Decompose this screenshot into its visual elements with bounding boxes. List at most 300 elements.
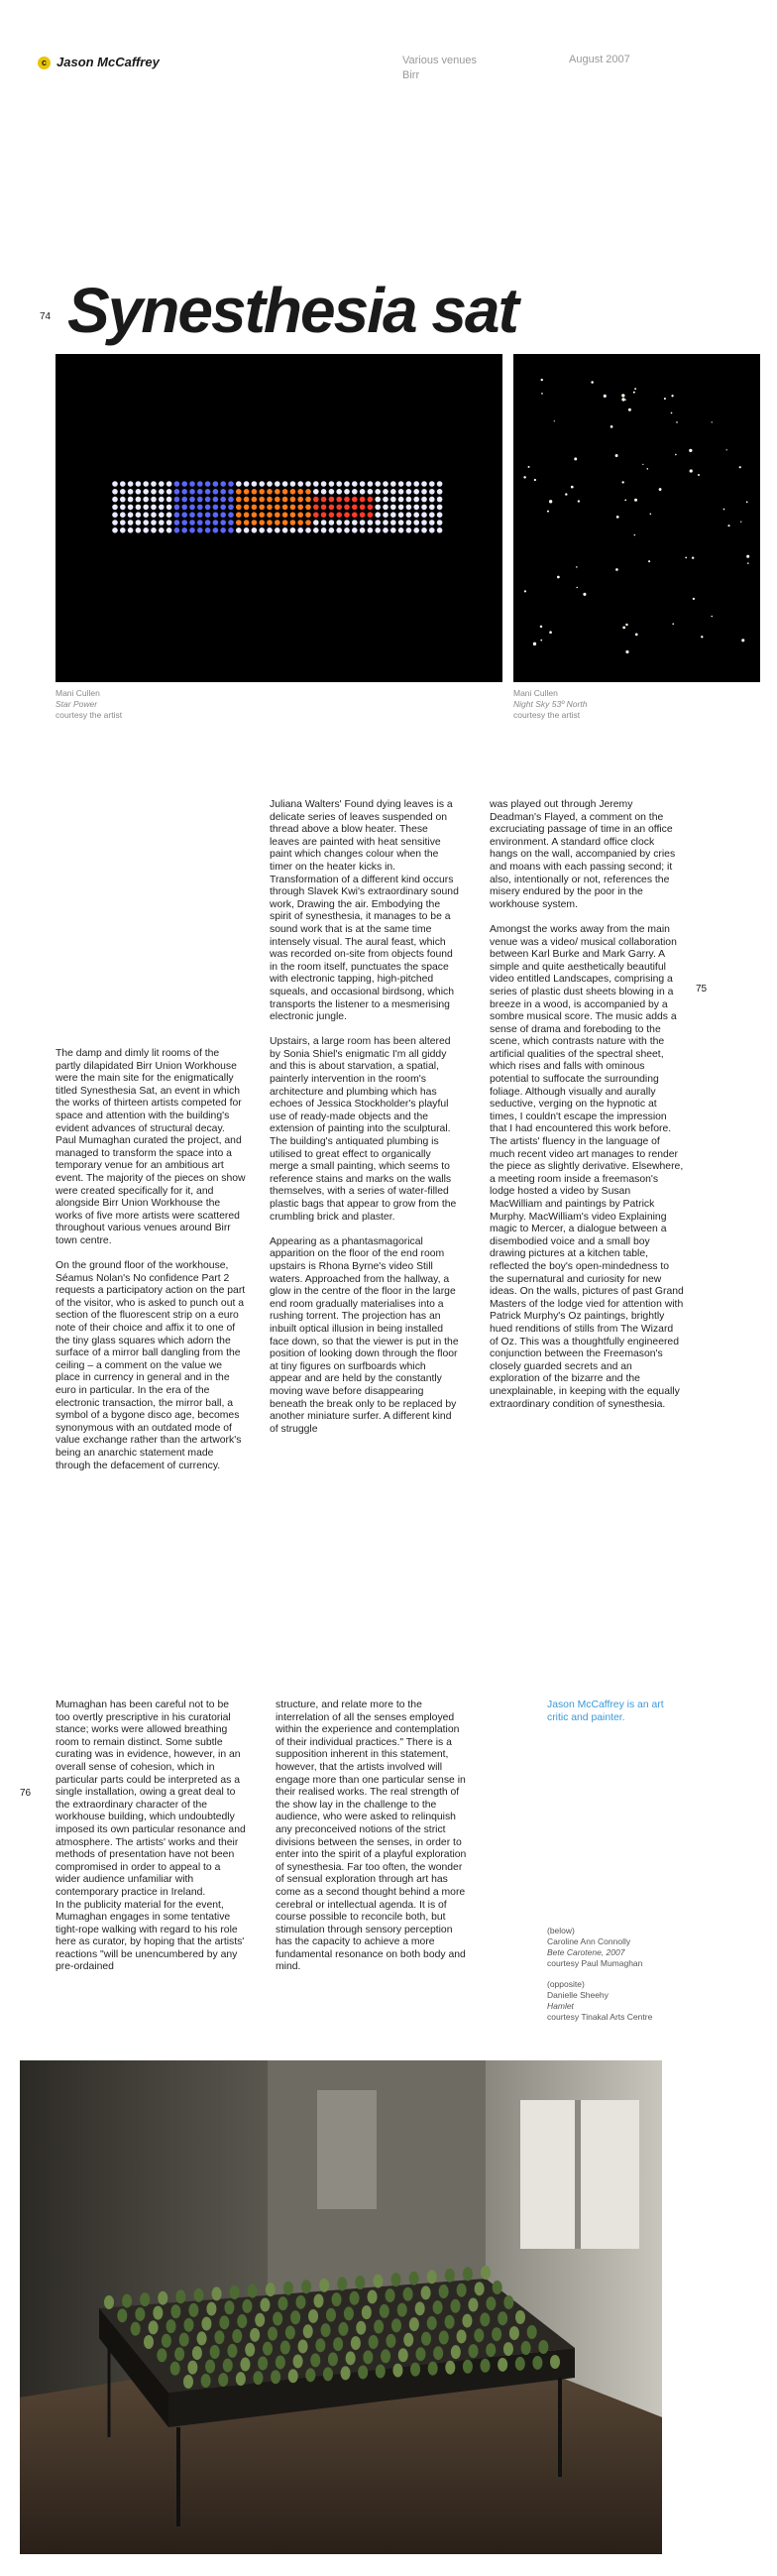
- led-dot: [143, 520, 149, 526]
- star-dot: [726, 449, 727, 450]
- led-dot: [406, 505, 412, 511]
- led-dot: [166, 497, 172, 503]
- led-dot: [275, 520, 280, 526]
- led-dot: [290, 527, 296, 533]
- led-dot: [151, 512, 157, 518]
- led-dot: [112, 481, 118, 487]
- led-dot: [390, 520, 396, 526]
- led-dot: [236, 481, 242, 487]
- caption-work: Bete Carotene, 2007: [547, 1947, 625, 1957]
- led-dot: [290, 512, 296, 518]
- carrot-plant: [351, 2336, 361, 2350]
- led-dot: [159, 481, 165, 487]
- carrot-plant: [223, 2359, 233, 2373]
- led-dot: [228, 527, 234, 533]
- star-dot: [554, 420, 555, 421]
- carrot-plant: [341, 2366, 351, 2380]
- led-dot: [244, 505, 250, 511]
- carrot-plant: [188, 2303, 198, 2317]
- led-dot: [352, 481, 358, 487]
- star-dot: [547, 511, 549, 513]
- led-dot: [197, 497, 203, 503]
- led-dot: [236, 489, 242, 495]
- led-dot: [313, 520, 319, 526]
- led-dot: [360, 497, 366, 503]
- led-dot: [259, 527, 265, 533]
- star-dot: [659, 488, 662, 491]
- led-dot: [344, 512, 350, 518]
- led-dot: [336, 505, 342, 511]
- led-dot: [437, 520, 443, 526]
- led-dot: [181, 527, 187, 533]
- carrot-plant: [298, 2339, 308, 2353]
- led-dot: [197, 489, 203, 495]
- led-dot: [228, 489, 234, 495]
- led-dot: [166, 520, 172, 526]
- led-dot: [313, 481, 319, 487]
- led-dot: [205, 527, 211, 533]
- led-dot: [128, 481, 134, 487]
- led-dot: [197, 527, 203, 533]
- led-dot: [174, 481, 180, 487]
- carrot-plant: [509, 2326, 519, 2340]
- carrot-plant: [397, 2303, 407, 2317]
- led-dot: [197, 481, 203, 487]
- carrot-plant: [162, 2334, 171, 2348]
- carrot-plant: [409, 2317, 419, 2331]
- led-dot: [112, 520, 118, 526]
- led-dot: [336, 481, 342, 487]
- carrot-plant: [179, 2333, 189, 2347]
- carrot-plant: [104, 2295, 114, 2309]
- led-dot: [259, 520, 265, 526]
- carrot-plant: [175, 2289, 185, 2303]
- carrot-plant: [253, 2371, 263, 2385]
- carrot-plant: [250, 2328, 260, 2342]
- star-dot: [549, 631, 552, 634]
- star-dot: [698, 474, 700, 476]
- caption-below: [547, 1926, 642, 1969]
- star-dot: [747, 562, 749, 564]
- carrot-plant: [457, 2283, 467, 2297]
- led-dot: [437, 481, 443, 487]
- carrot-plant: [230, 2285, 240, 2299]
- led-dot: [120, 497, 126, 503]
- led-dot: [297, 527, 303, 533]
- led-dot: [429, 497, 435, 503]
- issue-date: August 2007: [569, 54, 630, 65]
- star-dot: [672, 623, 674, 625]
- star-dot: [634, 499, 637, 502]
- led-dot: [429, 489, 435, 495]
- carrot-plant: [362, 2305, 372, 2319]
- star-dot: [727, 525, 729, 527]
- led-dot: [151, 527, 157, 533]
- led-dot: [120, 520, 126, 526]
- led-dot: [267, 505, 273, 511]
- star-dot: [610, 425, 613, 428]
- led-dot: [421, 497, 427, 503]
- article-column-2: [270, 799, 460, 1449]
- led-dot: [360, 489, 366, 495]
- star-dot: [625, 624, 627, 626]
- led-dot: [375, 481, 381, 487]
- led-dot: [197, 512, 203, 518]
- led-dot: [360, 481, 366, 487]
- led-dot: [282, 527, 288, 533]
- caption-artist: Mani Cullen: [56, 688, 100, 698]
- led-dot: [413, 520, 419, 526]
- carrot-plant: [403, 2333, 413, 2347]
- led-dot: [336, 497, 342, 503]
- star-dot: [616, 516, 619, 519]
- led-dot: [159, 505, 165, 511]
- led-dot: [189, 527, 195, 533]
- carrot-plant: [285, 2325, 295, 2339]
- led-dot: [421, 489, 427, 495]
- star-dot: [621, 481, 623, 483]
- led-dot: [136, 481, 142, 487]
- led-dot: [174, 505, 180, 511]
- carrot-plant: [240, 2358, 250, 2372]
- carrot-plant: [255, 2313, 265, 2327]
- carrot-plant: [183, 2375, 193, 2389]
- carrot-plant: [469, 2344, 479, 2358]
- led-dot: [128, 520, 134, 526]
- led-dot: [375, 505, 381, 511]
- led-dot: [181, 481, 187, 487]
- carrot-plant: [498, 2358, 507, 2372]
- led-dot: [112, 512, 118, 518]
- carrot-plant: [290, 2310, 300, 2324]
- carrot-plant: [451, 2299, 461, 2313]
- led-dot: [383, 505, 388, 511]
- carrot-plant: [206, 2302, 216, 2316]
- led-dot: [197, 520, 203, 526]
- led-dot: [383, 489, 388, 495]
- led-dot: [282, 489, 288, 495]
- venue-line-2: Birr: [402, 69, 420, 81]
- led-dot: [205, 520, 211, 526]
- led-dot: [305, 512, 311, 518]
- led-dot: [297, 505, 303, 511]
- led-dot: [181, 512, 187, 518]
- carrot-plant: [433, 2346, 443, 2360]
- led-dot: [421, 512, 427, 518]
- paragraph: On the ground floor of the workhouse, Séamus Nolan's No confidence Part 2 requests a participatory action on the part of the visitor, who is asked to punch out a section of the fluorescent strip on a euro note of their choice and affix it to one of the tiny glass squares which adorn the surface of a mirror ball dangling from the ceiling – a comment on the value we place in currency in general and in the euro in particular. In the era of the electronic transaction, the mirror ball, a symbol of a bygone disco age, becomes synonymous with an outdated mode of value exchange rather than the artwork's being an anarchic statement made through the defacement of currency.: [56, 1260, 246, 1471]
- led-dot: [213, 505, 219, 511]
- caption-label: (below): [547, 1926, 575, 1935]
- carrot-plant: [301, 2280, 311, 2293]
- carrot-plant: [474, 2328, 484, 2342]
- led-dot: [390, 489, 396, 495]
- caption-work: Hamlet: [547, 2001, 574, 2011]
- led-dot: [166, 505, 172, 511]
- star-dot: [540, 640, 542, 642]
- led-dot: [143, 497, 149, 503]
- led-dot: [174, 520, 180, 526]
- carrot-plant: [427, 2316, 437, 2330]
- led-dot: [321, 527, 327, 533]
- led-dot: [336, 520, 342, 526]
- led-dot: [174, 512, 180, 518]
- led-dot: [368, 497, 374, 503]
- led-dot: [120, 505, 126, 511]
- led-dot: [252, 520, 258, 526]
- carrot-plant: [227, 2344, 237, 2358]
- led-dot: [220, 505, 226, 511]
- led-dot: [429, 527, 435, 533]
- carrot-plant: [149, 2320, 159, 2334]
- led-dot: [352, 489, 358, 495]
- led-dot: [267, 512, 273, 518]
- carrot-plant: [415, 2301, 425, 2315]
- page-number-76: 76: [20, 1788, 32, 1799]
- carrot-plant: [218, 2373, 228, 2387]
- led-dot: [398, 505, 404, 511]
- carrot-plant: [503, 2295, 513, 2309]
- star-dot: [615, 568, 618, 571]
- led-dot: [321, 505, 327, 511]
- led-dot: [413, 527, 419, 533]
- star-dot: [615, 454, 618, 457]
- led-dot: [159, 527, 165, 533]
- led-dot: [390, 505, 396, 511]
- carrot-plant: [486, 2296, 496, 2310]
- star-dot: [625, 650, 628, 653]
- led-dot: [189, 481, 195, 487]
- carrot-plant: [498, 2311, 507, 2325]
- led-dot: [236, 520, 242, 526]
- star-dot: [557, 576, 560, 579]
- led-dot: [252, 497, 258, 503]
- led-dot: [344, 520, 350, 526]
- led-dot: [205, 489, 211, 495]
- carrot-plant: [278, 2296, 287, 2310]
- led-dot: [205, 505, 211, 511]
- star-dot: [739, 466, 741, 468]
- carrot-plant: [445, 2315, 455, 2329]
- article-title: Synesthesia sat: [67, 275, 517, 346]
- led-dot: [275, 505, 280, 511]
- carrot-plant: [337, 2277, 347, 2290]
- led-dot: [128, 489, 134, 495]
- led-dot: [151, 505, 157, 511]
- star-dot: [693, 598, 695, 600]
- led-dot: [413, 512, 419, 518]
- carrot-plant: [157, 2348, 166, 2362]
- carrot-plant: [293, 2354, 303, 2368]
- carrot-plant: [232, 2329, 242, 2343]
- led-dot: [136, 489, 142, 495]
- led-dot: [259, 489, 265, 495]
- led-dot: [244, 481, 250, 487]
- carrot-plant: [376, 2365, 386, 2379]
- led-dot: [228, 520, 234, 526]
- carrot-plant: [457, 2329, 467, 2343]
- star-dot: [675, 454, 677, 456]
- led-dot: [213, 520, 219, 526]
- led-dot: [406, 512, 412, 518]
- led-dot: [159, 520, 165, 526]
- star-dot: [549, 500, 552, 503]
- led-dot: [321, 512, 327, 518]
- led-dot: [143, 489, 149, 495]
- carrot-plant: [532, 2356, 542, 2370]
- photo-bete-carotene: [20, 2060, 662, 2554]
- carrot-plant: [415, 2347, 425, 2361]
- carrot-plant: [242, 2299, 252, 2313]
- led-dot: [313, 489, 319, 495]
- window-bar: [575, 2100, 581, 2249]
- led-dot: [213, 489, 219, 495]
- star-dot: [746, 501, 748, 503]
- carrot-plant: [427, 2270, 437, 2283]
- led-dot: [305, 481, 311, 487]
- led-dot: [189, 512, 195, 518]
- led-dot: [375, 497, 381, 503]
- led-dot: [336, 489, 342, 495]
- carrot-plant: [315, 2338, 325, 2352]
- star-dot: [685, 556, 687, 558]
- carrot-plant: [276, 2355, 285, 2369]
- carrot-plant: [386, 2288, 395, 2302]
- carrot-plant: [144, 2335, 154, 2349]
- led-dot: [313, 527, 319, 533]
- led-dot: [220, 512, 226, 518]
- star-dot: [628, 409, 631, 411]
- carrot-plant: [451, 2345, 461, 2359]
- led-dot: [390, 527, 396, 533]
- caption-artist: Danielle Sheehy: [547, 1990, 609, 2000]
- led-dot: [437, 489, 443, 495]
- led-dot: [305, 527, 311, 533]
- carrot-plant: [201, 2317, 211, 2331]
- led-dot: [213, 497, 219, 503]
- led-dot: [181, 520, 187, 526]
- led-dot: [174, 527, 180, 533]
- caption-opposite: [547, 1979, 652, 2023]
- led-dot: [352, 512, 358, 518]
- carrot-plant: [538, 2340, 548, 2354]
- page-number-75: 75: [696, 984, 708, 995]
- carrot-plant: [314, 2293, 324, 2307]
- carrot-plant: [308, 2309, 318, 2323]
- paragraph: was played out through Jeremy Deadman's Flayed, a comment on the excruciating passage of time in an office environment. A standard office clock hangs on the wall, accompanied by cries and moans with each passing second; it also, intentionally or not, references the misery endured by the poor in the workhouse system.: [490, 799, 676, 910]
- led-dot: [181, 497, 187, 503]
- led-dot: [220, 497, 226, 503]
- carrot-plant: [368, 2289, 378, 2303]
- carrot-plant: [493, 2281, 502, 2294]
- star-dot: [741, 639, 744, 642]
- star-dot: [583, 593, 586, 596]
- led-dot: [368, 489, 374, 495]
- carrot-plant: [333, 2337, 343, 2351]
- star-dot: [622, 627, 625, 630]
- carrot-plant: [224, 2300, 234, 2314]
- led-dot: [429, 512, 435, 518]
- led-dot: [220, 520, 226, 526]
- led-dot: [282, 520, 288, 526]
- carrot-plant: [439, 2331, 449, 2345]
- led-dot: [390, 497, 396, 503]
- led-dot: [120, 512, 126, 518]
- led-dot: [244, 520, 250, 526]
- star-dot: [633, 392, 635, 394]
- led-dot: [344, 489, 350, 495]
- led-dot: [159, 489, 165, 495]
- led-dot: [275, 489, 280, 495]
- led-dot: [181, 505, 187, 511]
- led-dot: [128, 505, 134, 511]
- star-dot: [650, 514, 652, 516]
- led-dot: [252, 481, 258, 487]
- star-dot: [634, 534, 635, 535]
- star-dot: [541, 379, 543, 381]
- star-dot: [578, 500, 580, 502]
- led-dot: [429, 481, 435, 487]
- led-dot: [321, 497, 327, 503]
- caption-credit: courtesy the artist: [513, 710, 581, 720]
- led-dot: [344, 481, 350, 487]
- carrot-plant: [380, 2304, 389, 2318]
- led-dot: [305, 497, 311, 503]
- caption-credit: courtesy the artist: [56, 710, 123, 720]
- led-dot: [313, 505, 319, 511]
- led-dot: [290, 497, 296, 503]
- led-dot: [352, 497, 358, 503]
- led-dot: [205, 481, 211, 487]
- led-dot: [383, 512, 388, 518]
- led-dot: [205, 512, 211, 518]
- led-dot: [166, 481, 172, 487]
- carrot-plant: [515, 2357, 525, 2371]
- carrot-plant: [344, 2306, 354, 2320]
- led-dot: [297, 481, 303, 487]
- led-dot: [197, 505, 203, 511]
- paragraph: In the publicity material for the event, Mumaghan engages in some tentative tight-rope walking with regard to his role here as curator, by hoping that the artists' reactions "will be unencumbered by any pre-ordained: [56, 1899, 245, 1973]
- carrot-plant: [193, 2288, 203, 2302]
- magazine-badge-icon: c: [38, 57, 51, 69]
- caption-artist: Mani Cullen: [513, 688, 558, 698]
- led-dot: [159, 512, 165, 518]
- led-dot: [259, 505, 265, 511]
- author-bio: Jason McCaffrey is an art critic and painter.: [547, 1699, 664, 1723]
- star-dot: [634, 388, 636, 390]
- carrot-plant: [421, 2332, 431, 2346]
- article-column-5: [276, 1699, 468, 1987]
- paragraph: Upstairs, a large room has been altered by Sonia Shiel's enigmatic I'm all giddy and this is about starvation, a spatial, painterly intervention in the room's architecture and plumbing which has echoes of Jessica Stockholder's playful use of ready-made objects and the extension of painting into the sculptural. The building's antiquated plumbing is utilised to great effect to organically merge a small painting, which seems to reference stains and marks on the walls themselves, with a series of water-filled plastic bags that appear to grow from the crumbling brick and plaster.: [270, 1036, 457, 1223]
- led-dot: [252, 527, 258, 533]
- carrot-plant: [515, 2310, 525, 2324]
- led-dot: [128, 497, 134, 503]
- carrot-plant: [468, 2298, 478, 2312]
- led-dot: [267, 489, 273, 495]
- led-dot: [112, 489, 118, 495]
- led-dot: [290, 489, 296, 495]
- led-dot: [313, 497, 319, 503]
- carrot-plant: [305, 2368, 315, 2382]
- led-dot: [321, 520, 327, 526]
- led-dot: [429, 505, 435, 511]
- led-dot: [228, 505, 234, 511]
- carrot-plant: [245, 2343, 255, 2357]
- led-dot: [352, 520, 358, 526]
- carrot-plant: [295, 2295, 305, 2309]
- carrot-plant: [266, 2283, 276, 2296]
- carrot-plant: [486, 2343, 496, 2357]
- led-dot: [275, 497, 280, 503]
